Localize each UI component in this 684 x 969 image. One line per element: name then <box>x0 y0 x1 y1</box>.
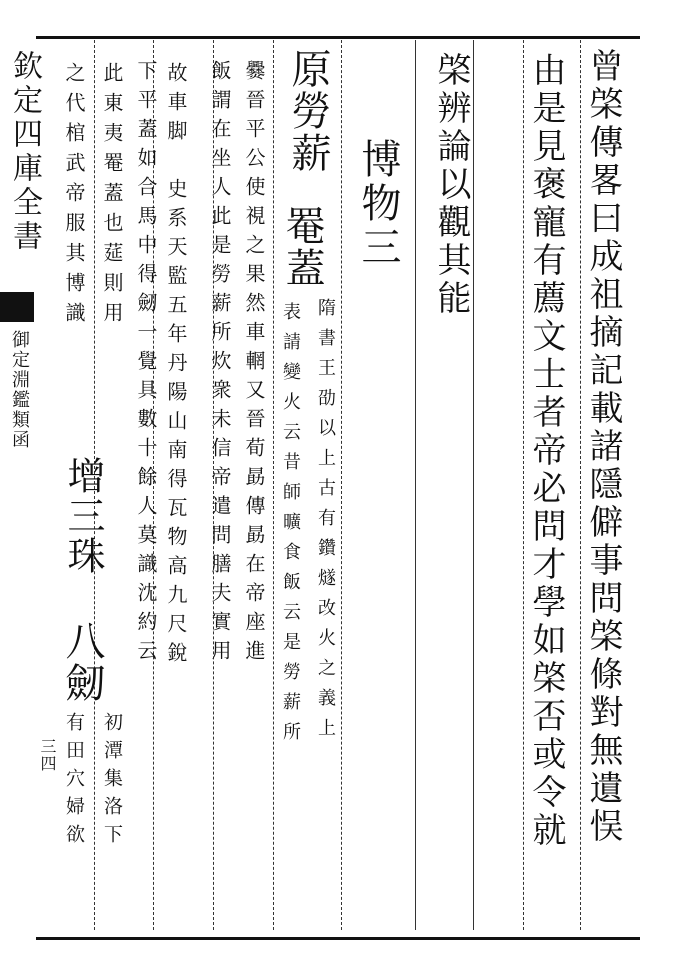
text-column-9: 下平蓋如合馬中得劒一覺具數十餘人莫識沈約云 <box>134 60 158 669</box>
section-heading: 博物三 <box>355 138 401 270</box>
text-column-10a: 此東夷罨蓋也莚則用 <box>100 62 124 332</box>
annotation-line-c: 初潭集洛下 <box>101 712 123 852</box>
book-title: 御定淵鑑類函 <box>9 330 30 450</box>
text-column-3: 棨辨論以觀其能 <box>431 52 471 318</box>
book-series-title: 欽定四庫全書 <box>7 50 42 254</box>
entry-heading-4: 八劒 <box>59 620 105 704</box>
column-rule <box>273 40 274 930</box>
text-column-7: 飯謂在坐人此是勞薪所炊衆未信帝遣問膳夫實用 <box>208 60 232 669</box>
column-rule <box>523 40 524 930</box>
annotation-line-b: 表請變火云昔師曠食飯云是勞薪所 <box>280 302 301 752</box>
gutter-black-band <box>0 292 34 322</box>
annotation-line-d: 有田穴婦欲 <box>63 712 85 852</box>
page-number: 三四 <box>38 738 57 772</box>
column-rule <box>580 40 581 930</box>
column-rule <box>341 40 342 930</box>
annotation-line-a: 隋書王劭以上古有鑽燧改火之義上 <box>315 298 336 748</box>
entry-heading-2: 罨蓋 <box>279 205 325 289</box>
text-column-10b: 之代棺武帝服其博識 <box>62 62 86 332</box>
gutter-margin <box>0 0 57 969</box>
entry-heading-3: 增三珠 <box>61 456 105 576</box>
text-column-8: 故車脚 史系天監五年丹陽山南得瓦物高九尺銳 <box>164 62 188 671</box>
text-column-6: 爨晉平公使視之果然車輞又晉荀勗傳勗在帝座進 <box>242 60 266 669</box>
entry-heading: 原勞薪 <box>285 48 331 174</box>
column-rule <box>473 40 474 930</box>
column-rule <box>415 40 416 930</box>
text-column-2: 由是見褒寵有薦文士者帝必問才學如棨否或令就 <box>526 52 566 850</box>
text-column-1: 曾棨傳畧曰成祖摘記載諸隱僻事問棨條對無遺悮 <box>583 48 623 846</box>
